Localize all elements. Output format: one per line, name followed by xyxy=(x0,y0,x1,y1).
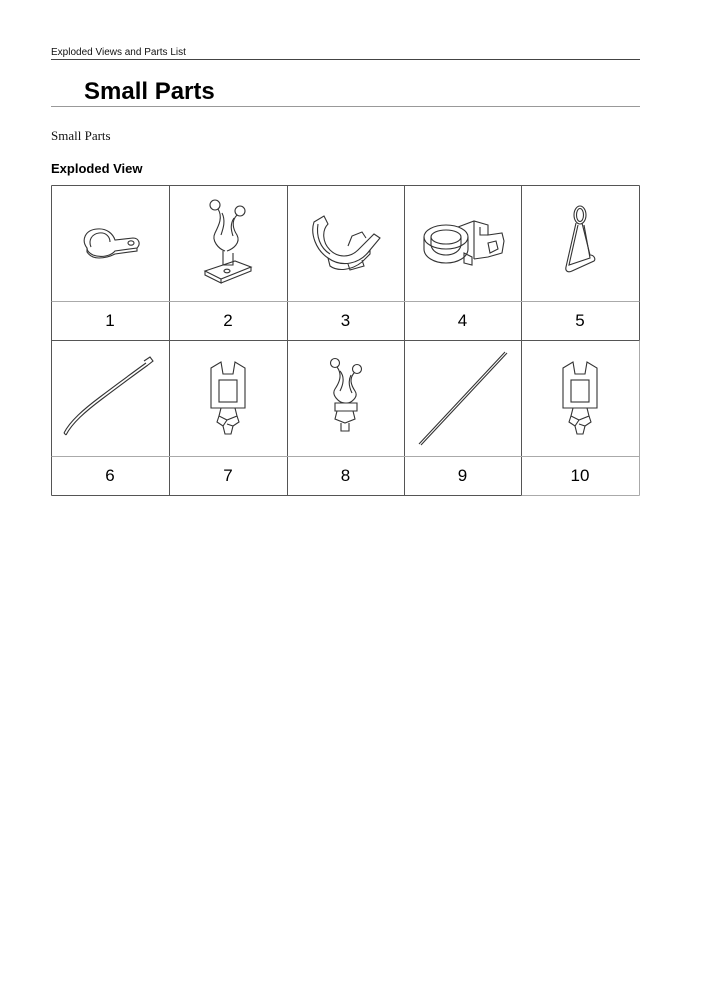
part-cell-4 xyxy=(404,185,521,340)
part-number: 10 xyxy=(570,465,590,485)
part-number: 4 xyxy=(457,310,468,330)
part-number: 5 xyxy=(575,310,585,330)
rod-icon xyxy=(413,348,513,448)
header-divider xyxy=(51,59,640,60)
wire-holder-clip-icon xyxy=(321,353,371,443)
part-cell-3 xyxy=(287,185,404,340)
double-clamp-icon xyxy=(418,213,508,273)
parts-grid xyxy=(51,185,640,496)
part-cell-8 xyxy=(287,340,404,496)
part-number: 8 xyxy=(340,465,351,485)
running-header: Exploded Views and Parts List xyxy=(51,47,186,58)
p-clamp-icon xyxy=(75,218,145,268)
part-number: 7 xyxy=(223,465,233,485)
intro-text: Small Parts xyxy=(51,128,111,143)
part-number: 2 xyxy=(223,310,233,330)
part-number: 9 xyxy=(457,465,468,485)
part-cell-6 xyxy=(51,340,169,496)
wire-holder-bracket-icon xyxy=(193,193,263,293)
cable-tie-icon xyxy=(60,353,160,443)
part-number: 6 xyxy=(105,465,115,485)
title-divider xyxy=(51,106,640,107)
page-title: Small Parts xyxy=(84,78,215,105)
u-clip-icon xyxy=(308,208,384,278)
tie-mount-clip-icon xyxy=(205,358,251,438)
tie-mount-clip-icon xyxy=(557,358,603,438)
part-cell-2 xyxy=(169,185,287,340)
part-cell-5 xyxy=(521,185,639,340)
part-cell-1 xyxy=(51,185,169,340)
part-number: 1 xyxy=(105,310,115,330)
part-cell-10 xyxy=(521,340,639,496)
wire-loop-icon xyxy=(560,203,600,283)
part-number: 3 xyxy=(340,310,351,330)
part-cell-7 xyxy=(169,340,287,496)
part-cell-9 xyxy=(404,340,521,496)
section-heading: Exploded View xyxy=(51,161,143,176)
